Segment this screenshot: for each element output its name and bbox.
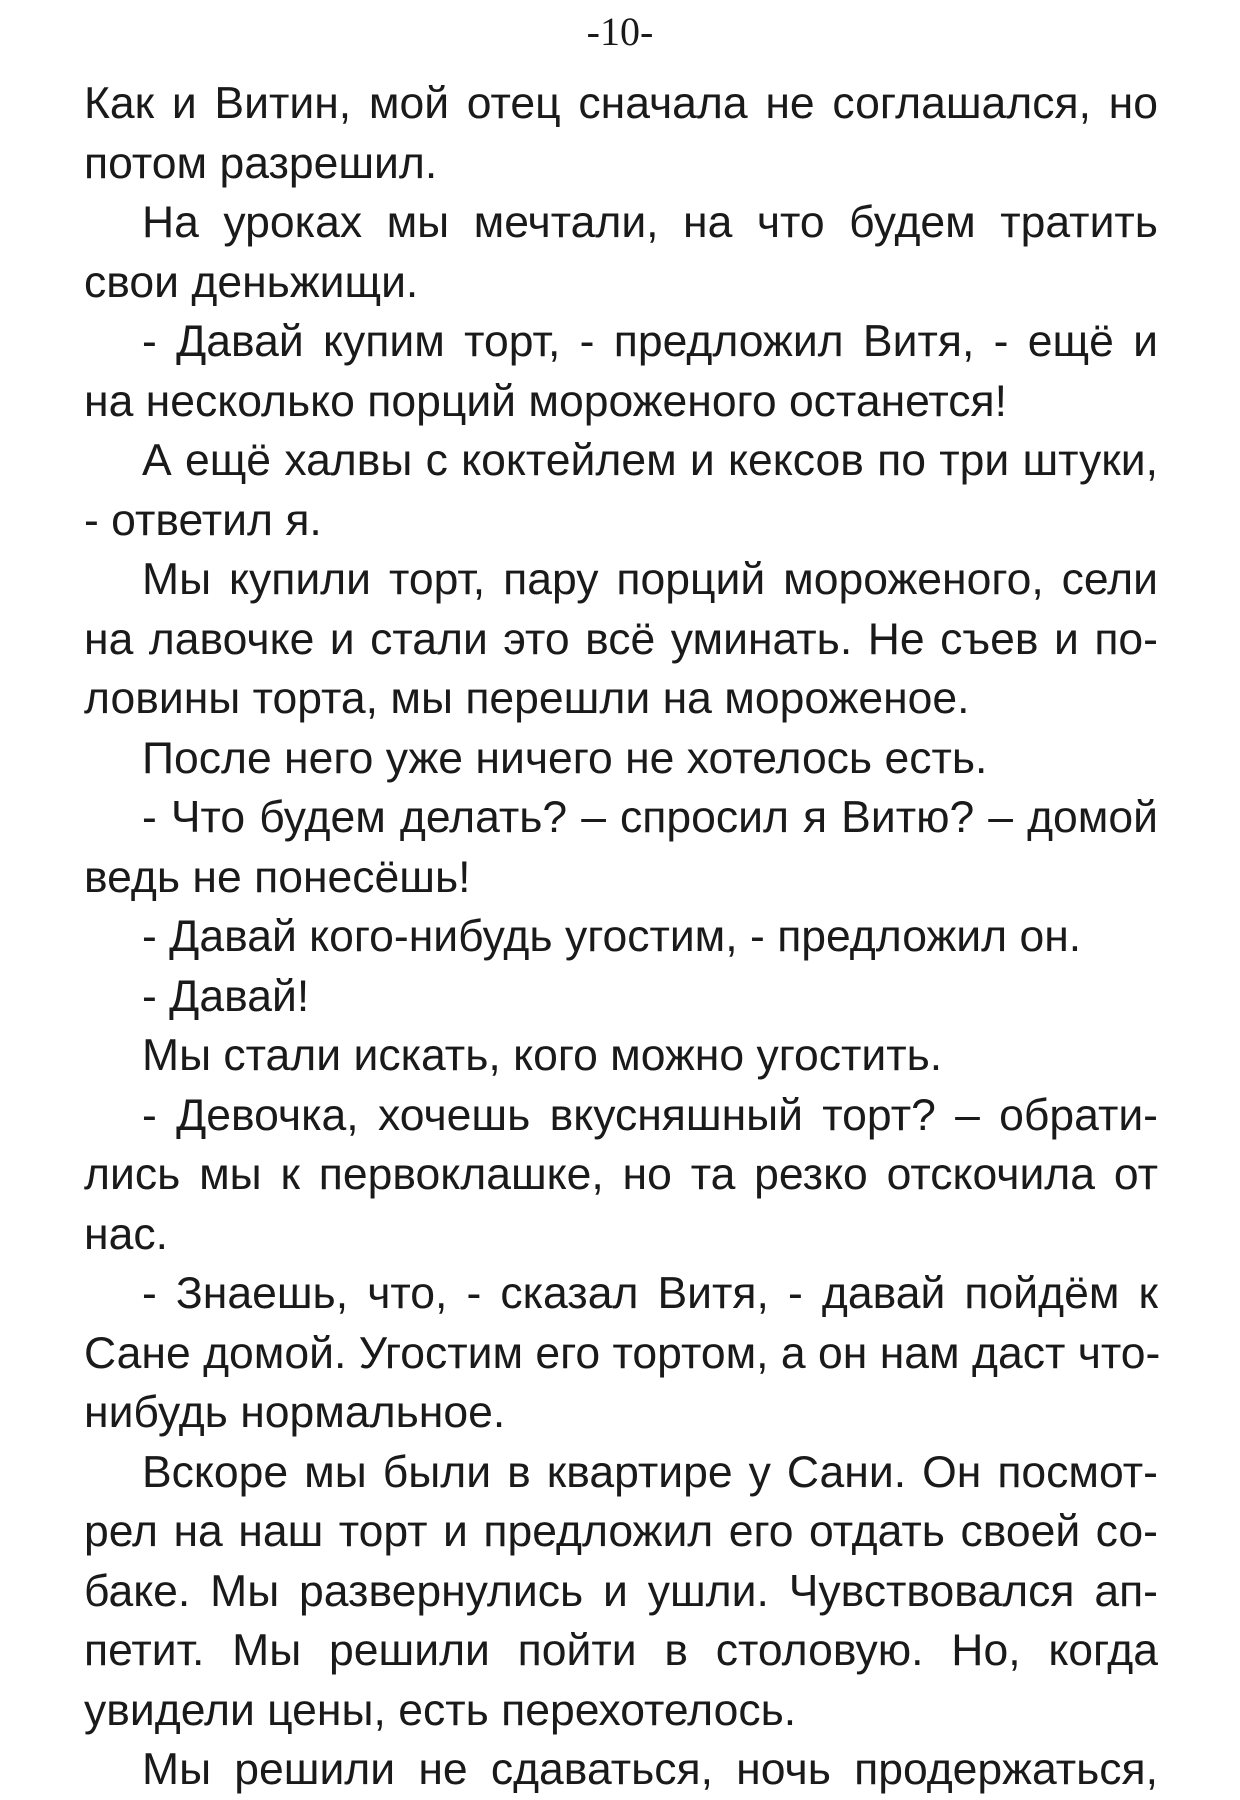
paragraph-line: потом разрешил. — [84, 138, 438, 188]
paragraph-line: - ответил я. — [84, 495, 322, 545]
paragraph-line: - Девочка, хочешь вкусняшный торт? – обрати- — [142, 1090, 1158, 1140]
paragraph-line: ловины торта, мы перешли на мороженое. — [84, 674, 970, 723]
paragraph-line: на лавочке и стали это всё уминать. Не съев и по- — [84, 614, 1158, 664]
paragraph-line: - Что будем делать? – спросил я Витю? – домой — [142, 793, 1158, 842]
paragraph-line: Мы решили не сдаваться, ночь продержаться, — [142, 1745, 1158, 1794]
page-number: -10- — [586, 9, 654, 54]
paragraph-line: На уроках мы мечтали, на что будем тратить — [142, 198, 1158, 247]
paragraph-line: баке. Мы развернулись и ушли. Чувствовался ап- — [84, 1566, 1158, 1616]
paragraph-line: петит. Мы решили пойти в столовую. Но, когда — [84, 1626, 1158, 1675]
paragraph-line: - Давай кого-нибудь угостим, - предложил он. — [142, 912, 1082, 961]
paragraph-line: - Давай! — [142, 971, 310, 1021]
paragraph-line: - Давай купим торт, - предложил Витя, - ещё и — [142, 317, 1158, 366]
paragraph-line: Сане домой. Угостим его тортом, а он нам даст что- — [84, 1328, 1161, 1378]
paragraph-line: После него уже ничего не хотелось есть. — [142, 733, 988, 783]
paragraph-line: увидели цены, есть перехотелось. — [84, 1685, 797, 1735]
page-text — [84, 74, 1161, 1800]
paragraph-line: Мы купили торт, пару порций мороженого, сели — [142, 555, 1158, 604]
paragraph-line: А ещё халвы с коктейлем и кексов по три штуки, — [142, 436, 1158, 485]
paragraph-line: нибудь нормальное. — [84, 1388, 506, 1437]
paragraph-line: рел на наш торт и предложил его отдать своей со- — [84, 1507, 1158, 1556]
paragraph-line: Вскоре мы были в квартире у Сани. Он посмот- — [142, 1447, 1158, 1497]
paragraph-line: Мы стали искать, кого можно угостить. — [142, 1031, 943, 1080]
paragraph-line: Как и Витин, мой отец сначала не соглашался, но — [84, 79, 1158, 128]
paragraph-line: нас. — [84, 1209, 168, 1259]
paragraph-line: на несколько порций мороженого останется! — [84, 376, 1008, 426]
paragraph-line: ведь не понесёшь! — [84, 852, 471, 902]
paragraph-line: свои деньжищи. — [84, 257, 419, 307]
paragraph-line: лись мы к первоклашке, но та резко отскочила от — [84, 1150, 1158, 1199]
paragraph-line: - Знаешь, что, - сказал Витя, - давай пойдём к — [142, 1269, 1158, 1318]
